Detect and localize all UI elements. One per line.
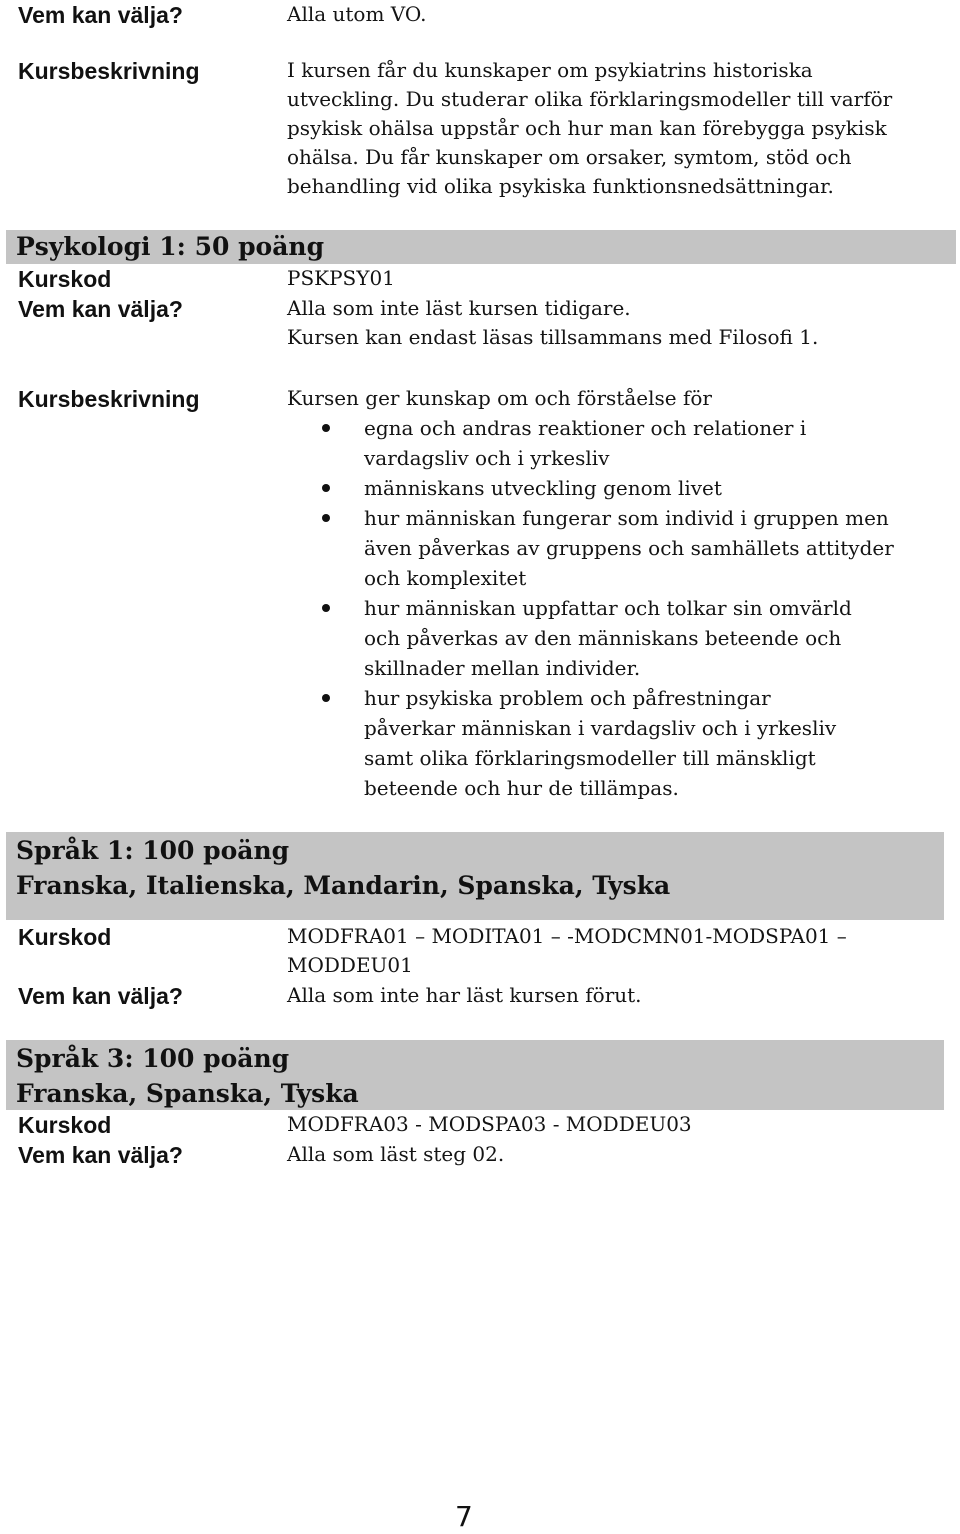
- section-subheading-sprak3: Franska, Spanska, Tyska: [16, 1079, 359, 1108]
- text-line: påverkar människan i vardagsliv och i yrkesliv: [364, 716, 837, 740]
- text-line: psykisk ohälsa uppstår och hur man kan förebygga psykisk: [287, 116, 887, 140]
- vem-kan-valja-value: [287, 1140, 947, 1169]
- vem-kan-valja-label: Vem kan välja?: [18, 1142, 183, 1168]
- value-line: Alla som inte har läst kursen förut.: [287, 983, 642, 1007]
- text-line: vardagsliv och i yrkesliv: [364, 446, 610, 470]
- text-line: egna och andras reaktioner och relationer i: [364, 416, 807, 440]
- list-item: [287, 503, 947, 593]
- value-line: MODDEU01: [287, 953, 413, 977]
- vem-kan-valja-label: Vem kan välja?: [18, 2, 183, 28]
- text-line: även påverkas av gruppens och samhällets attityder: [364, 536, 894, 560]
- section-heading-sprak3: Språk 3: 100 poäng: [16, 1044, 290, 1073]
- value-line: PSKPSY01: [287, 266, 395, 290]
- text-line: skillnader mellan individer.: [364, 656, 641, 680]
- kurskod-label: Kurskod: [18, 1112, 112, 1138]
- text-line: hur psykiska problem och påfrestningar: [364, 686, 771, 710]
- section-heading-sprak1: Språk 1: 100 poäng: [16, 836, 290, 865]
- kursbeskrivning-text: [287, 56, 947, 201]
- text-line: och påverkas av den människans beteende och: [364, 626, 842, 650]
- list-item: [287, 473, 947, 503]
- text-line: I kursen får du kunskaper om psykiatrins historiska: [287, 58, 813, 82]
- kurskod-value: [287, 1110, 947, 1139]
- text-line: hur människan uppfattar och tolkar sin omvärld: [364, 596, 852, 620]
- page-number: 7: [455, 1500, 473, 1533]
- vem-kan-valja-value: [287, 981, 947, 1010]
- value-line: Kursen kan endast läsas tillsammans med Filosofi 1.: [287, 325, 819, 349]
- kursbeskrivning-bullet-list: [287, 413, 947, 803]
- kurskod-label: Kurskod: [18, 266, 112, 292]
- list-item: [287, 413, 947, 473]
- value-line: MODFRA01 – MODITA01 – -MODCMN01-MODSPA01 –: [287, 924, 847, 948]
- value-line: MODFRA03 - MODSPA03 - MODDEU03: [287, 1112, 692, 1136]
- list-item: [287, 683, 947, 803]
- section-heading-psykologi: Psykologi 1: 50 poäng: [16, 232, 325, 261]
- kursbeskrivning-intro: [287, 384, 947, 413]
- section-subheading-sprak1: Franska, Italienska, Mandarin, Spanska, Tyska: [16, 871, 671, 900]
- vem-kan-valja-value: [287, 294, 947, 352]
- text-line: ohälsa. Du får kunskaper om orsaker, symtom, stöd och: [287, 145, 852, 169]
- vem-kan-valja-label: Vem kan välja?: [18, 296, 183, 322]
- bullet-icon: [322, 514, 330, 522]
- bullet-icon: [322, 484, 330, 492]
- text-line: utveckling. Du studerar olika förklaringsmodeller till varför: [287, 87, 893, 111]
- bullet-icon: [322, 424, 330, 432]
- text-line: beteende och hur de tillämpas.: [364, 776, 679, 800]
- kurskod-label: Kurskod: [18, 924, 112, 950]
- kursbeskrivning-label: Kursbeskrivning: [18, 386, 200, 412]
- kursbeskrivning-label: Kursbeskrivning: [18, 58, 200, 84]
- value-line: Alla som inte läst kursen tidigare.: [287, 296, 631, 320]
- text-line: hur människan fungerar som individ i gruppen men: [364, 506, 889, 530]
- vem-kan-valja-value: [287, 0, 947, 29]
- bullet-icon: [322, 604, 330, 612]
- bullet-icon: [322, 694, 330, 702]
- text-line: och komplexitet: [364, 566, 527, 590]
- text-line: människans utveckling genom livet: [364, 476, 722, 500]
- value-line: Alla utom VO.: [287, 2, 427, 26]
- text-line: Kursen ger kunskap om och förståelse för: [287, 386, 712, 410]
- vem-kan-valja-label: Vem kan välja?: [18, 983, 183, 1009]
- kurskod-value: [287, 264, 947, 293]
- value-line: Alla som läst steg 02.: [287, 1142, 505, 1166]
- text-line: behandling vid olika psykiska funktionsnedsättningar.: [287, 174, 834, 198]
- text-line: samt olika förklaringsmodeller till mänskligt: [364, 746, 816, 770]
- kurskod-value: [287, 922, 947, 980]
- list-item: [287, 593, 947, 683]
